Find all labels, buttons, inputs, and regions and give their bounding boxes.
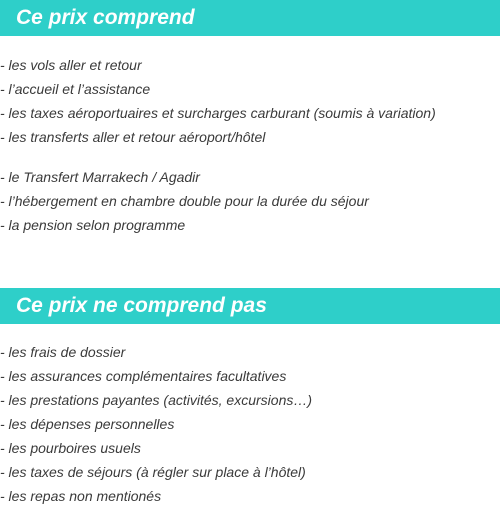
list-item: - les repas non mentionés — [0, 488, 162, 504]
excludes-list — [0, 340, 312, 508]
includes-section-title: Ce prix comprend — [16, 6, 195, 29]
list-item: - l’accueil et l’assistance — [0, 81, 151, 97]
list-item: - l’hébergement en chambre double pour la durée du séjour — [0, 193, 369, 209]
list-item: - le Transfert Marrakech / Agadir — [0, 169, 200, 185]
list-item: - les taxes aéroportuaires et surcharges carburant (soumis à variation) — [0, 105, 436, 121]
list-item: - les transferts aller et retour aéroport/hôtel — [0, 129, 266, 145]
list-item: - les vols aller et retour — [0, 57, 142, 73]
includes-list-primary — [0, 53, 436, 149]
includes-list-secondary — [0, 165, 369, 237]
excludes-section-title: Ce prix ne comprend pas — [16, 294, 267, 317]
excludes-section-header — [0, 288, 500, 324]
list-item: - les dépenses personnelles — [0, 416, 175, 432]
list-item: - les taxes de séjours (à régler sur place à l’hôtel) — [0, 464, 306, 480]
includes-section-header — [0, 0, 500, 36]
list-item: - les assurances complémentaires facultatives — [0, 368, 287, 384]
list-item: - les prestations payantes (activités, excursions…) — [0, 392, 313, 408]
list-item: - les frais de dossier — [0, 344, 126, 360]
list-item: - la pension selon programme — [0, 217, 186, 233]
list-item: - les pourboires usuels — [0, 440, 141, 456]
